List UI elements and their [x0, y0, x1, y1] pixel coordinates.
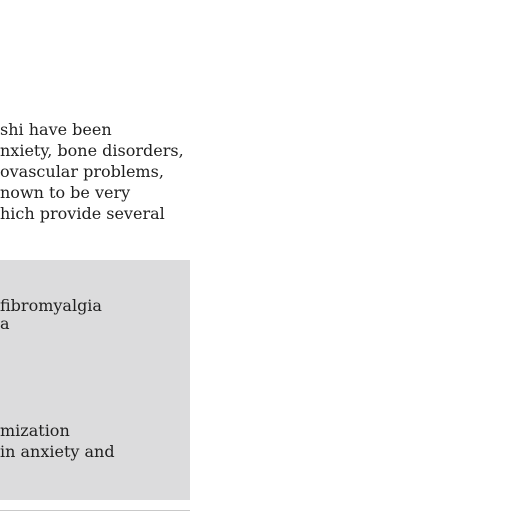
paragraph-line: nxiety, bone disorders, [0, 141, 184, 160]
paragraph-line: hich provide several [0, 204, 165, 223]
panel-line: fibromyalgia [0, 296, 102, 315]
panel-line: mization [0, 421, 70, 440]
body-paragraph [0, 119, 200, 224]
panel-text-block [0, 295, 102, 334]
paragraph-line: ovascular problems, [0, 162, 164, 181]
divider [0, 510, 190, 511]
panel-line: in anxiety and [0, 442, 115, 461]
shaded-info-box [0, 260, 190, 500]
paragraph-line: shi have been [0, 120, 112, 139]
panel-text-block [0, 420, 115, 462]
paragraph-line: nown to be very [0, 183, 131, 202]
panel-line: a [0, 314, 10, 333]
